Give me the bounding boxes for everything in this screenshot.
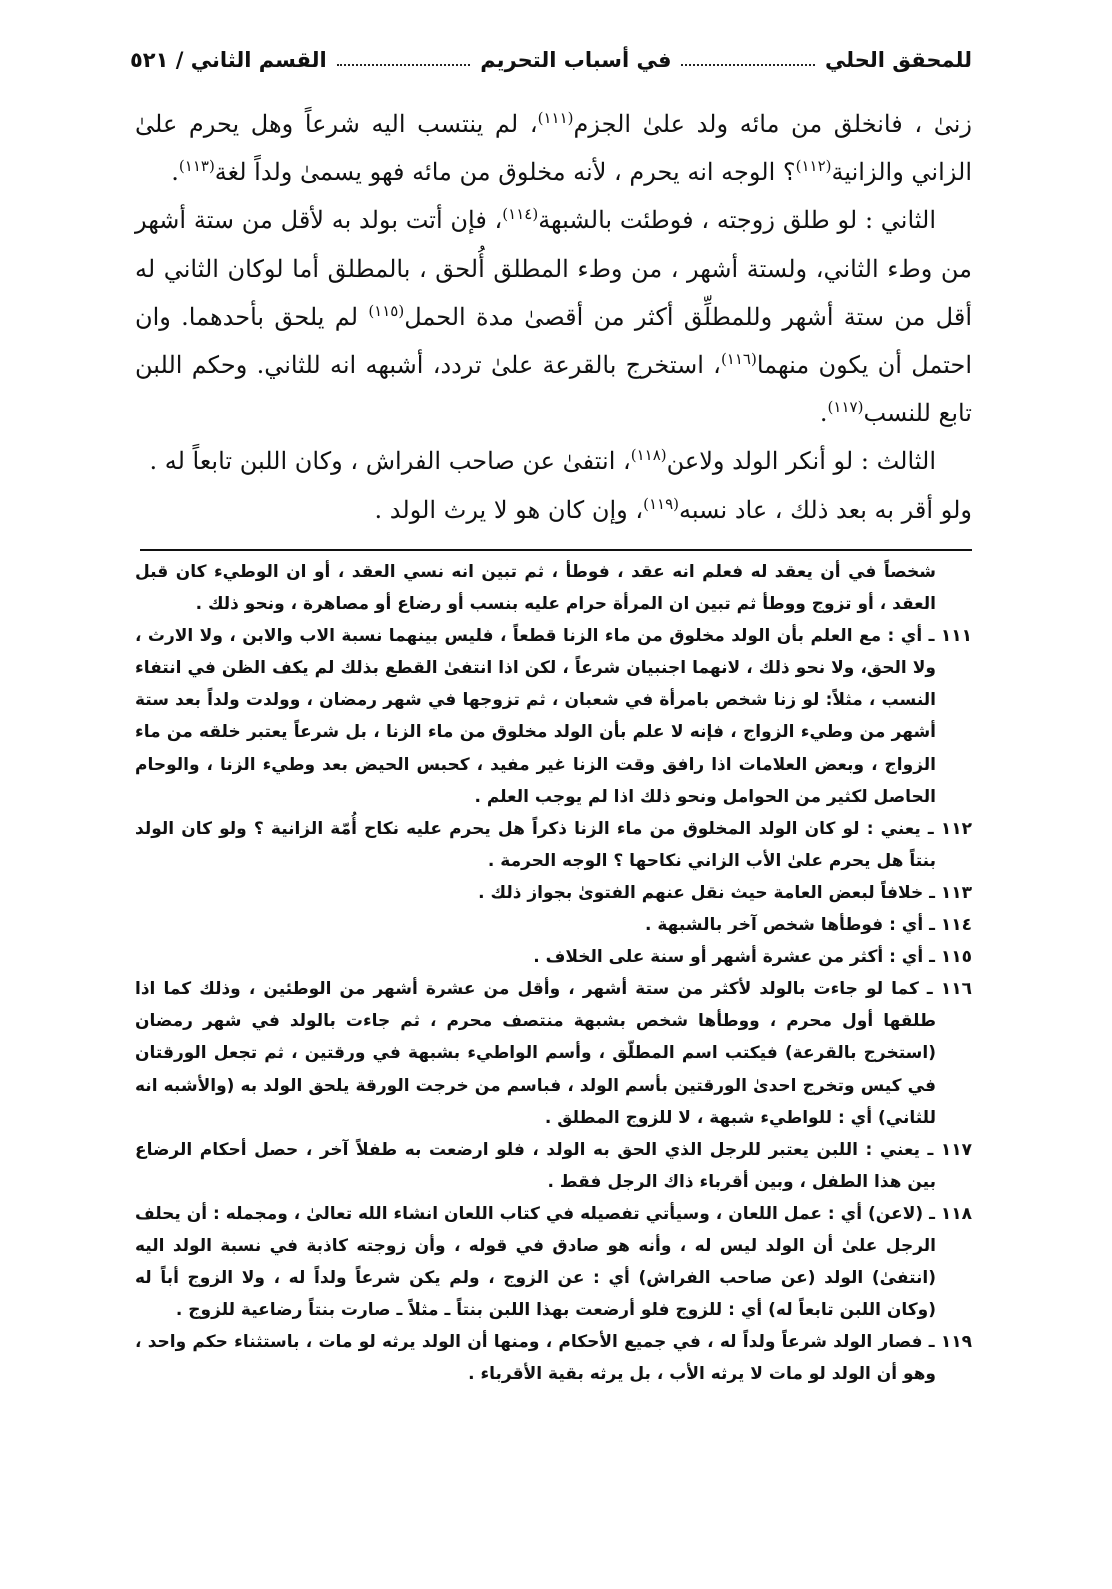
text-run: .: [819, 399, 828, 428]
footnote-ref[interactable]: (١١٣): [178, 157, 215, 176]
footnote-116: ١١٦ ـ كما لو جاءت بالولد لأكثر من ستة أشهر ، وأقل من عشرة أشهر من الوطئين ، وذلك كما اذا طلقها أول محرم ، ووطأها شخص بشبهة منتصف محرم ، ثم جاءت بالولد في شهر رمضان (استخرج بالقرعة) فيكتب اسم المطلّق ، وأسم الواطيء بشبهة في ورقتين ، ثم تجعل الورقتان في كيس وتخرج احدىٰ الورقتين بأسم الولد ، فباسم من خرجت الورقة يلحق الولد به (والأشبه انه للثاني) أي : للواطيء شبهة ، لا للزوج المطلق .: [135, 979, 972, 1128]
footnote-115: ١١٥ ـ أي : أكثر من عشرة أشهر أو سنة على الخلاف .: [533, 947, 972, 968]
text-run: ، لم ينتسب اليه شرعاً وهل يحرم علىٰ الزاني والزانية: [135, 110, 972, 187]
text-run: لم يلحق بأحدهما. وان احتمل أن يكون منهما: [135, 302, 973, 380]
header-part-page: القسم الثاني / ٥٢١: [129, 48, 327, 72]
footnote-separator: [140, 549, 972, 551]
footnote-114: ١١٤ ـ أي : فوطأها شخص آخر بالشبهة .: [644, 915, 972, 936]
text-run: ، انتفىٰ عن صاحب الفراش ، وكان اللبن تابعاً له .: [149, 447, 631, 476]
text-run: ، فإن أتت بولد به لأقل من ستة أشهر من وطء الثاني، ولستة أشهر ، من وطء المطلق أُلحق ، بالمطلق أما لوكان الثاني له أقل من ستة أشهر وللمطلِّق أكثر من أقصىٰ مدة الحمل: [135, 206, 972, 331]
footnote-continuation: شخصاً في أن يعقد له فعلم انه عقد ، فوطأ ، ثم تبين انه نسي العقد ، أو ان الوطيء كان قبل العقد ، أو تزوج ووطأ ثم تبين ان المرأة حرام عليه بنسب أو رضاع أو مصاهرة ، ونحو ذلك .: [135, 562, 936, 615]
header-dotted-leader: [681, 64, 814, 66]
footnote-112: ١١٢ ـ يعني : لو كان الولد المخلوق من ماء الزنا ذكراً هل يحرم عليه نكاح أُمّة الزانية ؟ ولو كان الولد بنتاً هل يحرم علىٰ الأب الزاني نكاحها ؟ الوجه الحرمة .: [135, 818, 972, 871]
paragraph: [135, 100, 972, 196]
footnote-117: ١١٧ ـ يعني : اللبن يعتبر للرجل الذي الحق به الولد ، فلو ارضعت به طفلاً آخر ، حصل أحكام الرضاع بين هذا الطفل ، وبين أقرباء ذاك الرجل فقط .: [135, 1139, 972, 1192]
footnotes: [135, 556, 972, 1390]
running-header: [130, 40, 972, 80]
footnote-111: ١١١ ـ أي : مع العلم بأن الولد مخلوق من ماء الزنا قطعاً ، فليس بينهما نسبة الاب والابن ، ولا الارث ، ولا الحق، ولا نحو ذلك ، لانهما اجنبيان شرعاً ، لكن اذا انتفىٰ القطع بذلك لم يكف الظن في انتفاء النسب ، مثلاً: لو زنا شخص بامرأة في شعبان ، ثم تزوجها في شهر رمضان ، وولدت ولداً بعد ستة أشهر من وطيء الزواج ، فإنه لا علم بأن الولد مخلوق من ماء الزنا ، بل شرعاً يعتبر خلقه من ماء الزواج ، وبعض العلامات اذا رافق وقت الزنا غير مفيد ، كحبس الحيض بعد وطيء الزنا ، والوحام الحاصل لكثير من الحوامل ونحو ذلك اذا لم يوجب العلم .: [135, 626, 972, 807]
text-run: ولو أقر به بعد ذلك ، عاد نسبه: [679, 495, 972, 524]
footnote-ref[interactable]: (١١١): [537, 109, 574, 127]
header-author: للمحقق الحلي: [824, 48, 972, 72]
text-run: الثالث : لو أنكر الولد ولاعن: [666, 447, 936, 476]
footnote-ref[interactable]: (١١٤): [502, 205, 539, 224]
footnote-ref[interactable]: (١١٩): [643, 494, 680, 513]
footnote-ref[interactable]: (١١٥): [368, 301, 405, 320]
text-run: الثاني : لو طلق زوجته ، فوطئت بالشبهة: [538, 206, 936, 235]
text-run: زنىٰ ، فانخلق من مائه ولد علىٰ الجزم: [573, 110, 972, 138]
text-run: ، وإن كان هو لا يرث الولد .: [374, 495, 644, 524]
footnote-ref[interactable]: (١١٨): [630, 446, 667, 465]
paragraph: [135, 437, 972, 485]
footnote-119: ١١٩ ـ فصار الولد شرعاً ولداً له ، في جميع الأحكام ، ومنها أن الولد يرثه لو مات ، باستثناء حكم واحد ، وهو أن الولد لو مات لا يرثه الأب ، بل يرثه بقية الأقرباء .: [135, 1332, 972, 1385]
header-dotted-leader: [337, 64, 470, 66]
text-run: ، استخرج بالقرعة علىٰ تردد، أشبهه انه للثاني. وحكم اللبن تابع للنسب: [135, 351, 972, 428]
paragraph: [135, 486, 972, 534]
footnote-ref[interactable]: (١١٧): [827, 398, 864, 417]
header-book-title: في أسباب التحريم: [480, 48, 672, 72]
paragraph: [135, 196, 972, 437]
footnote-ref[interactable]: (١١٦): [720, 350, 757, 369]
footnote-113: ١١٣ ـ خلافاً لبعض العامة حيث نقل عنهم الفتوىٰ بجواز ذلك .: [478, 882, 972, 903]
footnote-ref[interactable]: (١١٢): [795, 157, 832, 176]
main-text: [135, 100, 972, 534]
text-run: ؟ الوجه انه يحرم ، لأنه مخلوق من مائه فهو يسمىٰ ولداً لغة: [214, 158, 796, 187]
footnote-118: ١١٨ ـ (لاعن) أي : عمل اللعان ، وسيأتي تفصيله في كتاب اللعان انشاء الله تعالىٰ ، ومجمله : أن يحلف الرجل علىٰ أن الولد ليس له ، وأنه هو صادق في قوله ، وأن زوجته كاذبة في نسبة الولد اليه (انتفىٰ) الولد (عن صاحب الفراش) أي : عن الزوج ، ولم يكن شرعاً ولداً له ، ولا الزوج أباً له (وكان اللبن تابعاً له) أي : للزوج فلو أرضعت بهذا اللبن بنتاً ـ مثلاً ـ صارت بنتاً رضاعية للزوج .: [135, 1203, 972, 1321]
text-run: .: [171, 158, 179, 187]
